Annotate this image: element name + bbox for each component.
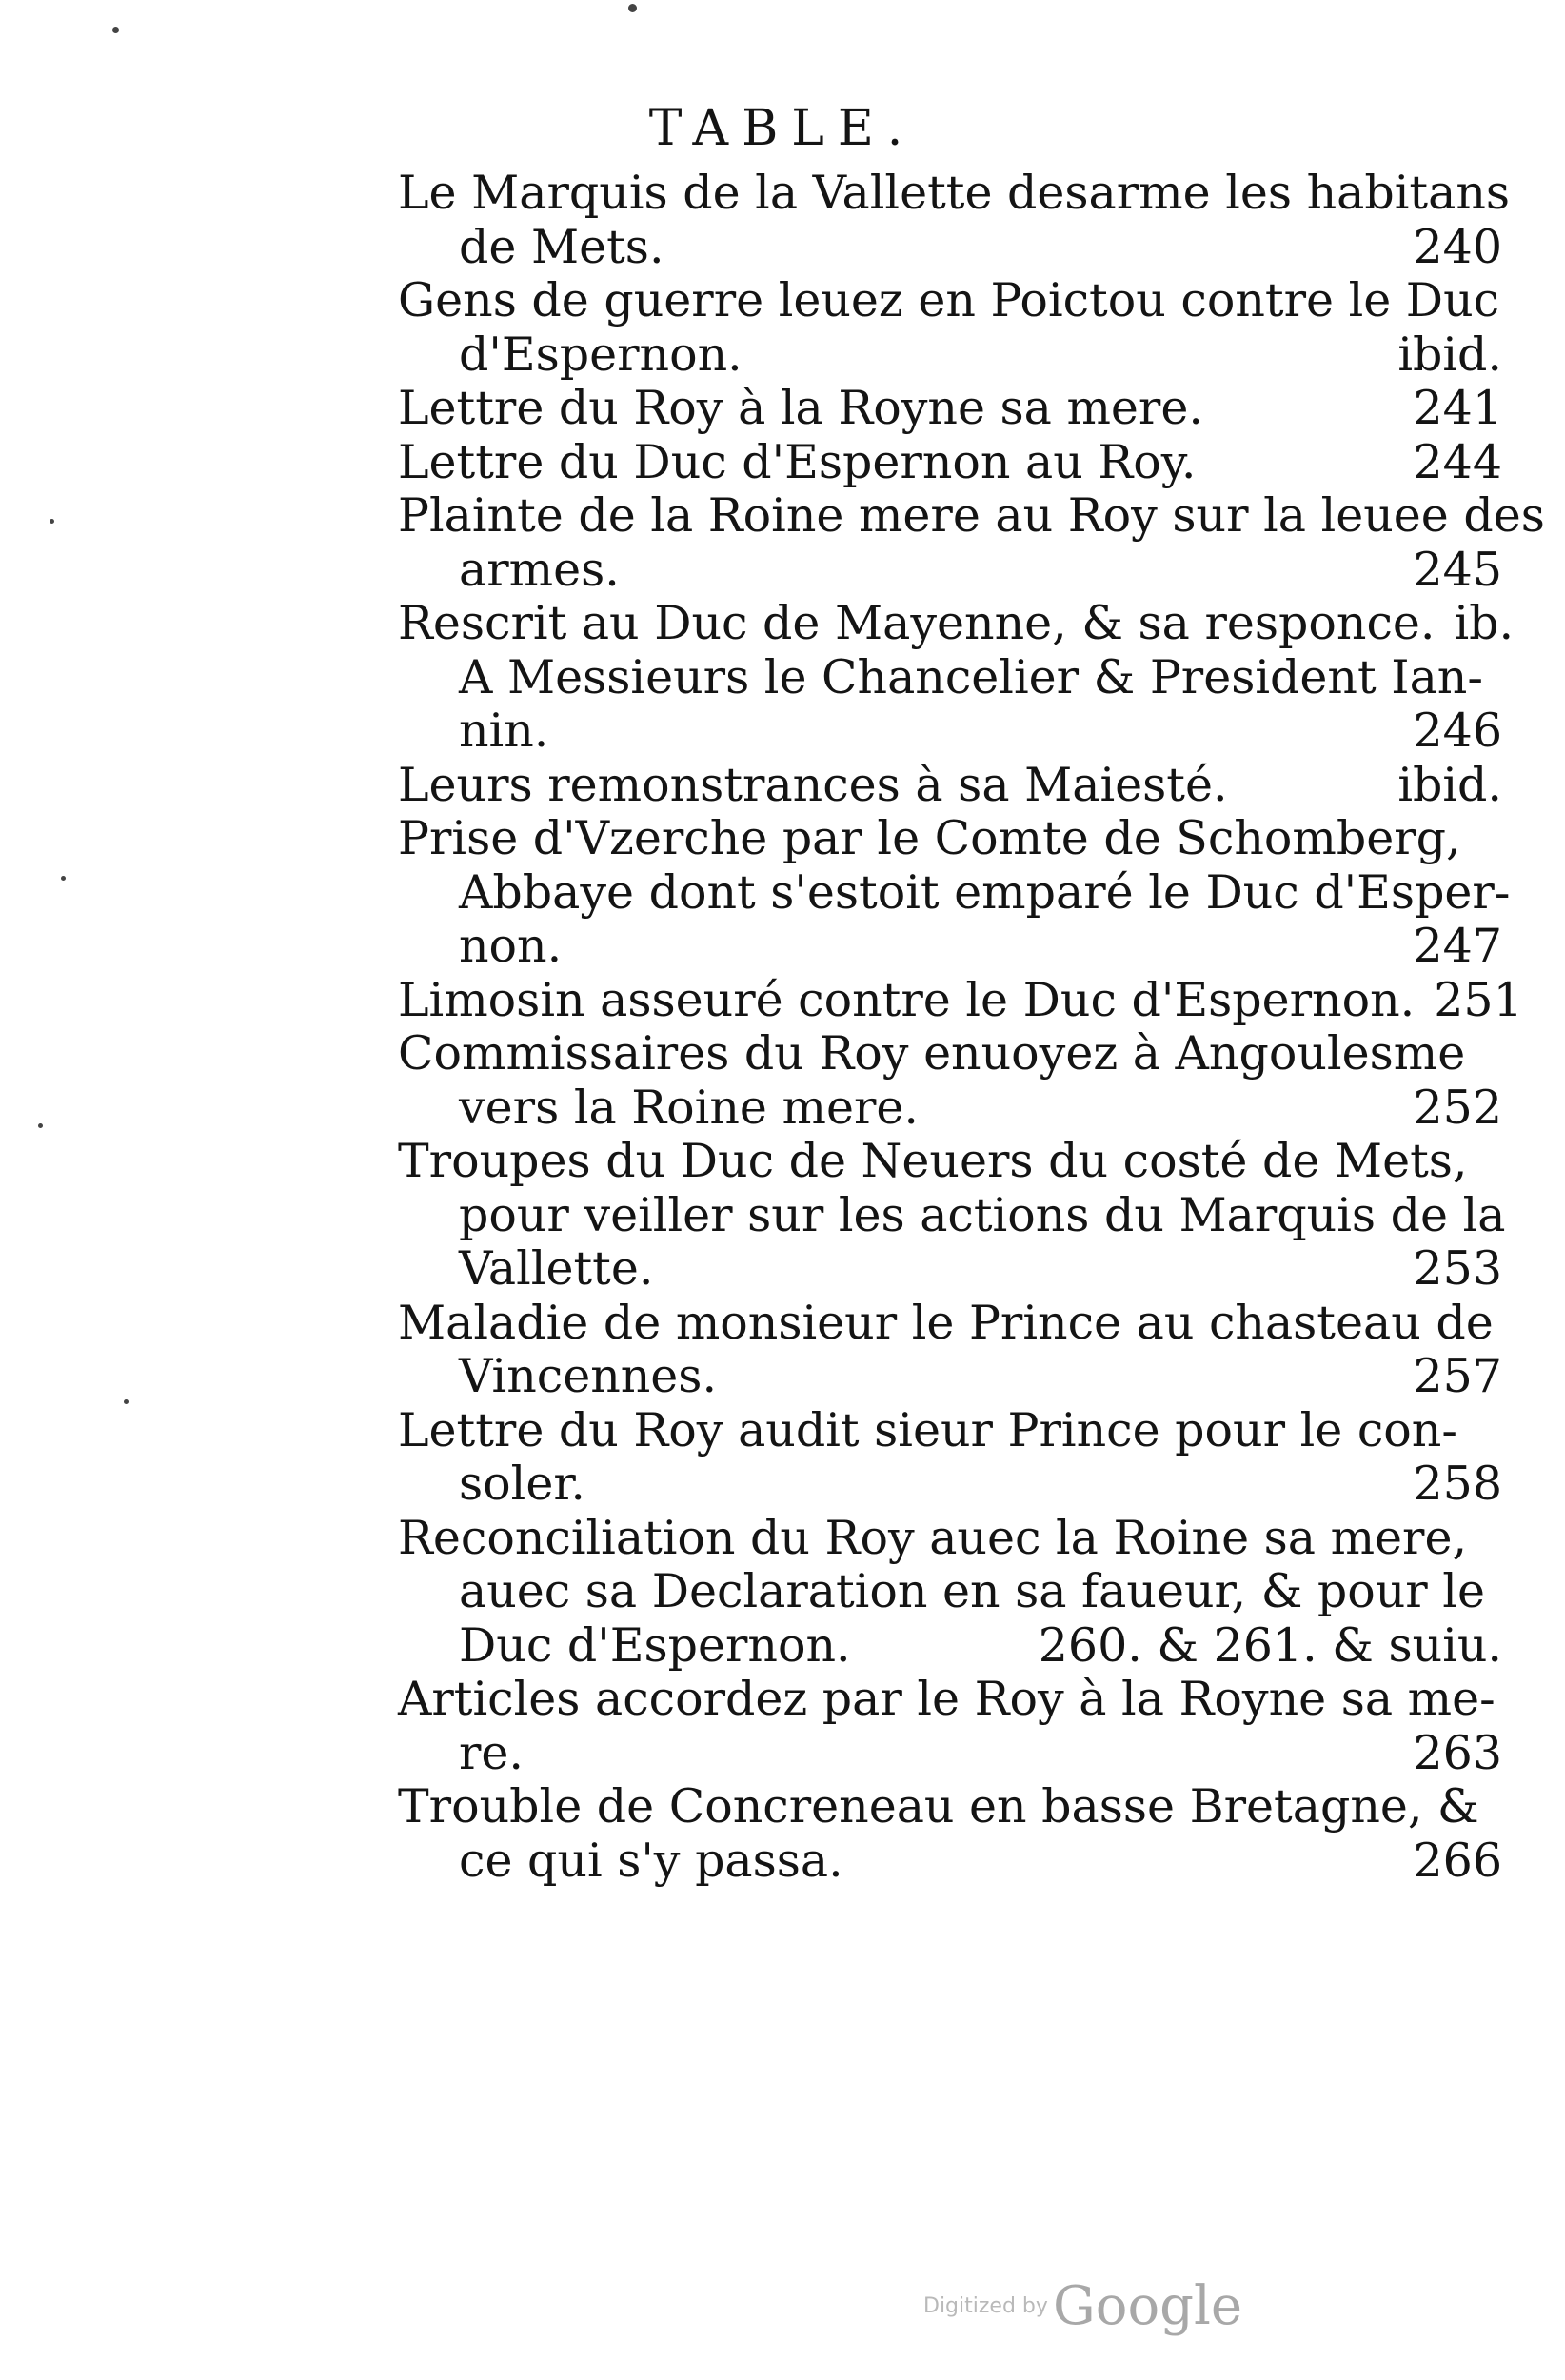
entry-text: d'Espernon.: [459, 327, 743, 382]
toc-entry: [398, 436, 1502, 490]
toc-entry: [398, 1297, 1502, 1404]
toc-entry-line: [398, 1242, 1502, 1297]
toc-entry-line: [398, 596, 1515, 651]
entry-text: Leurs remonstrances à sa Maiesté.: [398, 757, 1228, 812]
toc-entry: [398, 1512, 1502, 1674]
page-number: ibid.: [1397, 327, 1502, 382]
toc-entry-line: [398, 864, 1511, 921]
toc-entry: [398, 596, 1515, 651]
page-number: 263: [1413, 1725, 1502, 1780]
entry-text: vers la Roine mere.: [459, 1080, 919, 1135]
toc-entry-line: [398, 221, 1502, 275]
scan-speck: [112, 27, 119, 33]
entry-text: nin.: [459, 704, 549, 758]
toc-entry: [398, 759, 1502, 813]
toc-entry: [398, 972, 1523, 1028]
toc-entry-line: [398, 1135, 1502, 1189]
toc-entry: [398, 651, 1502, 759]
toc-entry-line: [398, 1727, 1502, 1781]
page-number: 241: [1413, 381, 1502, 435]
entry-text: pour veiller sur les actions du Marquis de la: [459, 1187, 1506, 1242]
toc-entry-line: [398, 544, 1502, 598]
page-number: 246: [1413, 704, 1502, 758]
toc-entry-line: [398, 488, 1545, 544]
entry-text: Limosin asseuré contre le Duc d'Espernon.: [398, 972, 1416, 1027]
entry-text: Troupes du Duc de Neuers du costé de Mets,: [398, 1134, 1468, 1188]
entry-text: Lettre du Roy audit sieur Prince pour le con-: [398, 1402, 1457, 1458]
toc-entry: [398, 488, 1545, 597]
scan-speck: [61, 876, 66, 881]
page-title: TABLE.: [648, 100, 917, 157]
entry-text: auec sa Declaration en sa faueur, & pour le: [459, 1564, 1485, 1618]
page-number: 260. & 261. & suiu.: [1038, 1617, 1502, 1673]
entry-text: Commissaires du Roy enuoyez à Angoulesme: [398, 1026, 1466, 1081]
entry-text: re.: [459, 1725, 524, 1780]
toc-entry-line: [398, 1081, 1502, 1136]
toc-entry-line: [398, 759, 1502, 813]
google-logo: Google: [1053, 2275, 1243, 2337]
toc-entry-line: [398, 1297, 1502, 1351]
entry-text: Vincennes.: [459, 1349, 718, 1403]
entry-text: A Messieurs le Chancelier & President Ian-: [459, 649, 1483, 704]
watermark-prefix: Digitized by: [923, 2294, 1048, 2318]
entry-text: Prise d'Vzerche par le Comte de Schomberg,: [398, 811, 1461, 865]
toc-entry-line: [398, 166, 1511, 221]
toc-entry-line: [398, 1673, 1502, 1727]
scan-speck: [124, 1399, 129, 1404]
entry-text: Articles accordez par le Roy à la Royne sa me-: [398, 1672, 1496, 1726]
page-number: ibid.: [1397, 757, 1502, 812]
entry-text: Lettre du Duc d'Espernon au Roy.: [398, 434, 1197, 489]
entry-text: Reconciliation du Roy auec la Roine sa mere,: [398, 1510, 1468, 1565]
page-number: 244: [1413, 434, 1502, 489]
scan-speck: [50, 519, 54, 524]
digitized-watermark: [923, 2275, 1242, 2337]
toc-entry: [398, 1780, 1502, 1888]
toc-entry-line: [398, 1565, 1502, 1619]
toc-entry-line: [398, 972, 1523, 1028]
entry-text: non.: [459, 919, 563, 973]
toc-entry: [398, 1673, 1502, 1780]
toc-entry-line: [398, 382, 1502, 436]
toc-entry: [398, 1134, 1506, 1297]
toc-entry-line: [398, 812, 1502, 866]
page-number: 240: [1413, 219, 1502, 274]
toc-entry: [398, 382, 1502, 436]
entry-text: soler.: [459, 1457, 585, 1511]
toc-entry: [398, 811, 1511, 974]
toc-entry-line: [398, 704, 1502, 759]
toc-entry-line: [398, 274, 1502, 328]
entry-text: Rescrit au Duc de Mayenne, & sa responce.: [398, 596, 1436, 650]
page-number: ib.: [1454, 596, 1515, 650]
scan-speck: [38, 1123, 43, 1128]
toc-entry-line: [398, 920, 1502, 974]
toc-entry: [398, 166, 1511, 274]
entry-text: de Mets.: [459, 219, 664, 274]
toc-entry-line: [398, 1835, 1502, 1889]
page-number: 257: [1413, 1349, 1502, 1403]
page-number: 245: [1413, 542, 1502, 597]
page-number: 251: [1434, 972, 1523, 1027]
toc-entry: [398, 274, 1502, 382]
entry-text: Gens de guerre leuez en Poictou contre le Duc: [398, 273, 1500, 327]
toc-entry: [398, 1404, 1502, 1512]
toc-entry-line: [398, 1404, 1502, 1458]
entry-text: Lettre du Roy à la Royne sa mere.: [398, 381, 1203, 435]
entry-text: Plainte de la Roine mere au Roy sur la leuee des: [398, 488, 1545, 543]
toc-entry: [398, 1027, 1502, 1135]
entry-text: armes.: [459, 542, 620, 597]
page-number: 253: [1413, 1241, 1502, 1296]
toc-entry-line: [398, 1187, 1506, 1243]
scan-speck: [628, 4, 637, 12]
toc-entry-line: [398, 1350, 1502, 1404]
toc-entry-line: [398, 1780, 1502, 1835]
toc-entry-line: [398, 1027, 1502, 1081]
entry-text: Duc d'Espernon.: [459, 1617, 851, 1673]
entry-text: ce qui s'y passa.: [459, 1833, 843, 1888]
entry-text: Trouble de Concreneau en basse Bretagne, &: [398, 1779, 1479, 1834]
entry-text: Abbaye dont s'estoit emparé le Duc d'Esper-: [459, 864, 1511, 920]
toc-entry-line: [398, 1619, 1502, 1674]
entry-text: Maladie de monsieur le Prince au chasteau de: [398, 1295, 1494, 1350]
toc-entry-line: [398, 1512, 1502, 1566]
entry-text: Le Marquis de la Vallette desarme les habitans: [398, 166, 1511, 220]
toc-entry-line: [398, 651, 1502, 705]
toc-entry-line: [398, 1458, 1502, 1512]
page-number: 247: [1413, 919, 1502, 973]
page-number: 266: [1413, 1833, 1502, 1888]
entry-text: Vallette.: [459, 1241, 654, 1296]
toc-entry-line: [398, 328, 1502, 383]
toc-entry-line: [398, 436, 1502, 490]
table-of-contents: [398, 166, 1545, 1888]
page-number: 258: [1413, 1457, 1502, 1511]
page-number: 252: [1413, 1080, 1502, 1135]
